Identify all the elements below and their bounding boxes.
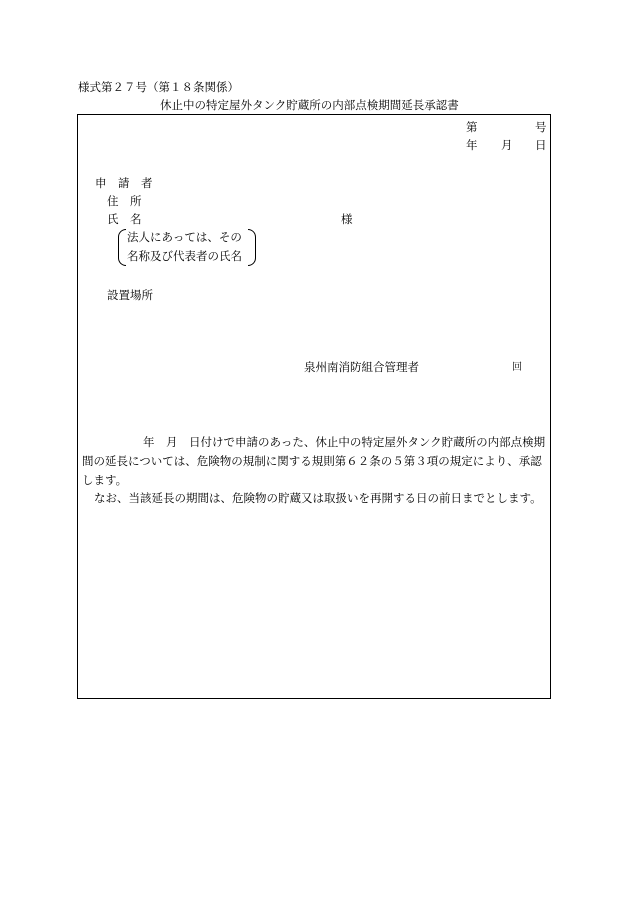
body-line-1: 年 月 日付けで申請のあった、休止中の特定屋外タンク貯蔵所の内部点検期 <box>143 435 546 449</box>
document-title: 休止中の特定屋外タンク貯蔵所の内部点検期間延長承認書 <box>160 98 459 112</box>
form-number: 様式第２７号（第１８条関係） <box>78 80 239 94</box>
date-year: 年 <box>466 138 478 152</box>
honorific-sama: 様 <box>341 212 353 226</box>
note-bracket-left <box>118 229 126 266</box>
note-bracket-right <box>248 229 256 266</box>
form-frame <box>77 114 551 699</box>
location-label: 設置場所 <box>107 288 153 302</box>
body-line-2: 間の延長については、危険物の規制に関する規則第６２条の５第３項の規定により、承認 <box>82 454 542 468</box>
body-line-3: します。 <box>82 473 128 487</box>
applicant-heading: 申 請 者 <box>95 176 153 190</box>
corporate-note-line2: 名称及び代表者の氏名 <box>127 249 242 263</box>
body-line-4: なお、当該延長の期間は、危険物の貯蔵又は取扱いを再開する日の前日までとします。 <box>94 491 542 505</box>
address-label: 住 所 <box>107 194 142 208</box>
doc-number-prefix: 第 <box>466 120 478 134</box>
issuer-name: 泉州南消防組合管理者 <box>304 360 419 374</box>
date-month: 月 <box>501 138 513 152</box>
date-day: 日 <box>535 138 547 152</box>
seal-mark: 回 <box>512 362 522 373</box>
doc-number-suffix: 号 <box>535 120 547 134</box>
corporate-note-line1: 法人にあっては、その <box>127 230 242 244</box>
name-label: 氏 名 <box>107 212 142 226</box>
